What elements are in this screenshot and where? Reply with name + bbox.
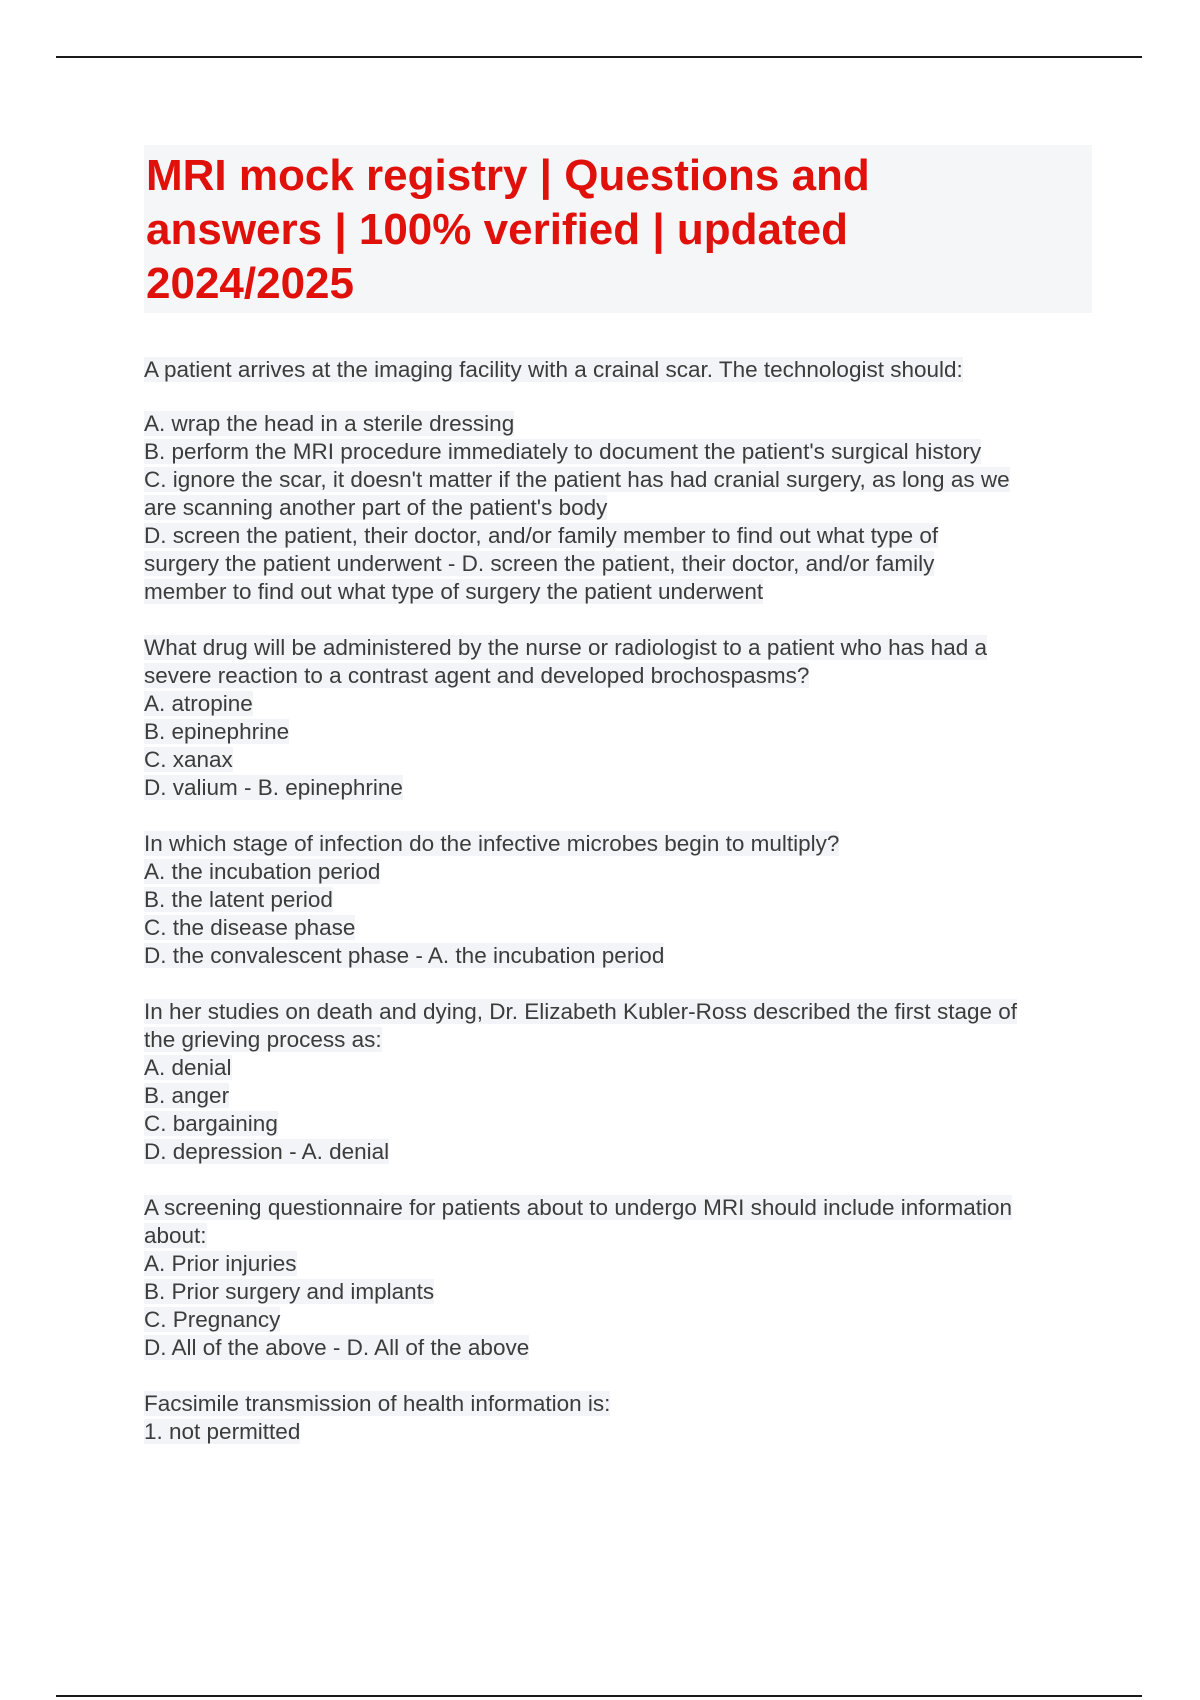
question-text: about: (144, 1223, 207, 1248)
header-rule (56, 56, 1142, 58)
question-block (144, 356, 1094, 606)
answer-option: D. the convalescent phase - A. the incubation period (144, 943, 665, 968)
answer-option: C. bargaining (144, 1111, 278, 1136)
answer-option: C. the disease phase (144, 915, 356, 940)
answer-option: 1. not permitted (144, 1419, 301, 1444)
title-line: MRI mock registry | Questions and (146, 151, 870, 200)
answer-option: D. screen the patient, their doctor, and/or family member to find out what type of (144, 523, 939, 548)
answer-option: A. denial (144, 1055, 232, 1080)
answer-option: B. epinephrine (144, 719, 290, 744)
answer-option: D. depression - A. denial (144, 1139, 390, 1164)
question-block (144, 1194, 1094, 1362)
answer-option: B. Prior surgery and implants (144, 1279, 435, 1304)
question-text: the grieving process as: (144, 1027, 382, 1052)
document-title (144, 145, 1092, 313)
answer-option: C. ignore the scar, it doesn't matter if the patient has had cranial surgery, as long as we (144, 467, 1010, 492)
answer-option: member to find out what type of surgery the patient underwent (144, 579, 764, 604)
answer-option: B. the latent period (144, 887, 333, 912)
answer-option: A. atropine (144, 691, 253, 716)
question-text: In her studies on death and dying, Dr. Elizabeth Kubler-Ross described the first stage of (144, 999, 1017, 1024)
question-text: What drug will be administered by the nurse or radiologist to a patient who has had a (144, 635, 987, 660)
document-body (144, 356, 1094, 1446)
answer-option: B. perform the MRI procedure immediately to document the patient's surgical history (144, 439, 982, 464)
answer-option: A. the incubation period (144, 859, 381, 884)
question-text: A screening questionnaire for patients about to undergo MRI should include information (144, 1195, 1013, 1220)
answer-option: A. Prior injuries (144, 1251, 297, 1276)
answer-option: A. wrap the head in a sterile dressing (144, 411, 515, 436)
answer-option: B. anger (144, 1083, 230, 1108)
answer-option: D. All of the above - D. All of the above (144, 1335, 530, 1360)
title-line: answers | 100% verified | updated (146, 205, 849, 254)
question-block (144, 830, 1094, 970)
question-block (144, 634, 1094, 802)
answer-option: C. Pregnancy (144, 1307, 281, 1332)
question-text: A patient arrives at the imaging facility with a crainal scar. The technologist should: (144, 357, 963, 382)
answer-option: D. valium - B. epinephrine (144, 775, 403, 800)
question-block (144, 998, 1094, 1166)
title-line: 2024/2025 (146, 259, 354, 308)
answer-option: surgery the patient underwent - D. screen the patient, their doctor, and/or family (144, 551, 935, 576)
answer-option: are scanning another part of the patient's body (144, 495, 608, 520)
answer-option: C. xanax (144, 747, 233, 772)
question-text: In which stage of infection do the infective microbes begin to multiply? (144, 831, 840, 856)
footer-rule (56, 1695, 1142, 1697)
question-text: Facsimile transmission of health information is: (144, 1391, 611, 1416)
question-block (144, 1390, 1094, 1446)
question-text: severe reaction to a contrast agent and developed brochospasms? (144, 663, 810, 688)
